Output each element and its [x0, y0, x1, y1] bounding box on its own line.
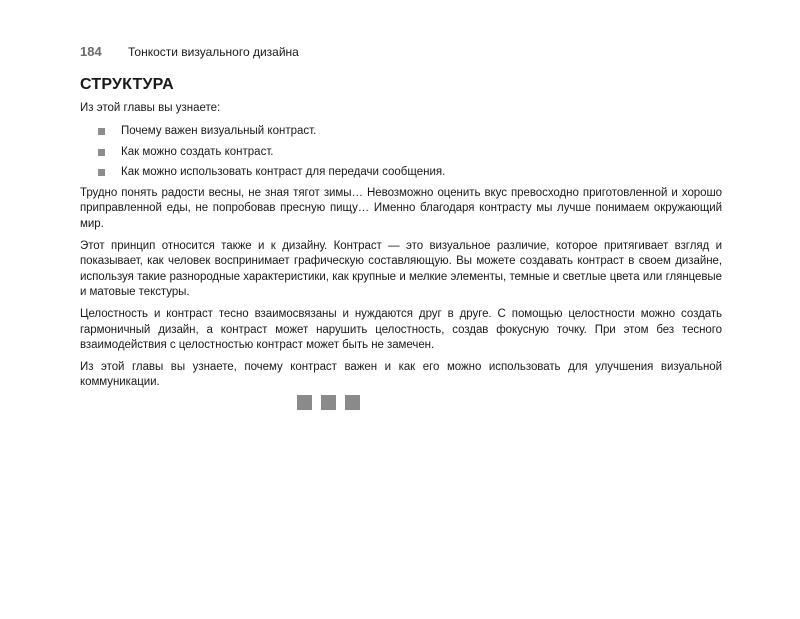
list-item	[80, 124, 722, 139]
square-bullet-icon	[98, 128, 105, 135]
list-item-text: Как можно использовать контраст для передачи сообщения.	[121, 165, 446, 178]
bullet-list	[80, 124, 722, 180]
paragraph: Трудно понять радости весны, не зная тягот зимы… Невозможно оценить вкус превосходно приготовленной и хорошо приправленной еды, не попробовав пресную пищу… Именно благодаря контрасту мы лучше понимаем окружающий мир.	[80, 187, 722, 230]
list-item	[80, 165, 722, 180]
running-title: Тонкости визуального дизайна	[128, 45, 299, 59]
section-end-ornament	[297, 395, 360, 410]
square-bullet-icon	[98, 149, 105, 156]
paragraph: Из этой главы вы узнаете, почему контраст важен и как его можно использовать для улучшения визуальной коммуникации.	[80, 361, 722, 389]
square-bullet-icon	[98, 169, 105, 176]
lead-text: Из этой главы вы узнаете:	[80, 102, 221, 114]
paragraph: Этот принцип относится также и к дизайну. Контраст — это визуальное различие, которое притягивает взгляд и показывает, как человек воспринимает графическую составляющую. Вы можете создавать контраст в своем дизайне, используя такие разнородные характеристики, как крупные и мелкие элементы, темные и светлые цвета или глянцевые и матовые текстуры.	[80, 240, 722, 298]
list-item	[80, 145, 722, 160]
section-content	[80, 101, 722, 398]
list-item-text: Почему важен визуальный контраст.	[121, 125, 317, 138]
list-item-text: Как можно создать контраст.	[121, 145, 274, 158]
square-ornament-icon	[321, 395, 336, 410]
page-number: 184	[80, 44, 102, 59]
running-header	[80, 44, 299, 59]
square-ornament-icon	[345, 395, 360, 410]
square-ornament-icon	[297, 395, 312, 410]
section-title: СТРУКТУРА	[80, 76, 174, 93]
paragraph: Целостность и контраст тесно взаимосвязаны и нуждаются друг в друге. С помощью целостности можно создать гармоничный дизайн, а контраст может нарушить целостность, создав фокусную точку. При этом без тесного взаимодействия с целостностью контраст может быть не замечен.	[80, 308, 722, 351]
